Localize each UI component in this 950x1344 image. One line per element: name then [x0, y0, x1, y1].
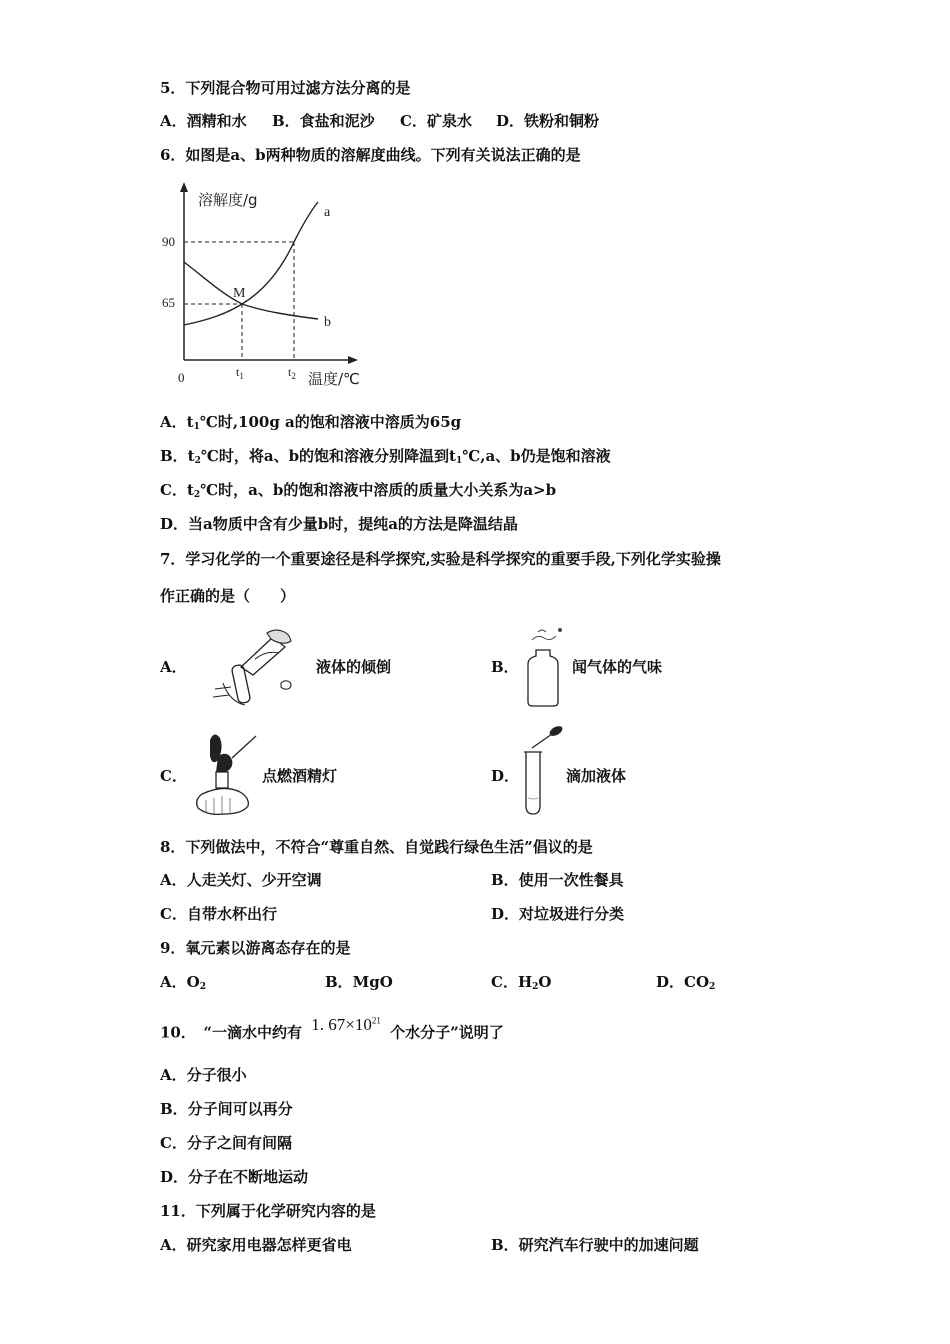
y-tick-65: 65 [162, 295, 175, 310]
q11-stem: 11．下列属于化学研究内容的是 [160, 1202, 376, 1220]
q9-option-a-pre: A．O [160, 973, 200, 991]
curve-b [184, 262, 318, 319]
x-axis-label: 温度/℃ [308, 370, 360, 388]
q6-option-b-sub2: 1 [456, 456, 463, 466]
q10-formula [311, 1015, 381, 1034]
q9-option-c-pre: C．H [491, 973, 533, 991]
q6-option-c-pre: C．t [160, 481, 194, 499]
x-tick-t2 [288, 365, 296, 381]
q6-option-b-sub: 2 [194, 456, 201, 466]
x-tick-t1 [236, 365, 244, 381]
q7-option-c-letter: C． [160, 767, 187, 785]
q6-option-c [160, 480, 556, 505]
q9-option-a [160, 972, 206, 997]
q10-option-a: A．分子很小 [160, 1066, 247, 1084]
q7-option-d-letter: D． [491, 767, 520, 785]
q10-option-c: C．分子之间有间隔 [160, 1134, 292, 1152]
y-tick-90: 90 [162, 234, 175, 249]
q9-option-b: B．MgO [325, 973, 393, 991]
q10-stem [160, 1014, 504, 1043]
q6-stem: 6．如图是a、b两种物质的溶解度曲线。下列有关说法正确的是 [160, 146, 581, 164]
q7-option-b-letter: B． [491, 658, 519, 676]
q6-option-a-pre: A．t [160, 413, 194, 431]
q7-option-d-label: 滴加液体 [566, 767, 627, 785]
q6-option-a [160, 412, 461, 437]
q10-formula-base: 1. 67×10 [311, 1014, 372, 1034]
y-axis-label: 溶解度/g [198, 191, 258, 209]
q6-option-b-mid: ℃时，将a、b的饱和溶液分别降温到t [200, 447, 456, 465]
dropper-adding-liquid-icon [518, 726, 568, 816]
q5-option-b: B．食盐和泥沙 [272, 112, 375, 130]
q6-option-b [160, 446, 611, 471]
q7-option-b-label: 闻气体的气味 [572, 658, 663, 676]
q10-formula-exponent: 21 [371, 1015, 381, 1025]
q9-option-d-sub: 2 [709, 982, 716, 992]
q8-stem: 8．下列做法中，不符合“尊重自然、自觉践行绿色生活”倡议的是 [160, 838, 593, 856]
q9-option-c-post: O [538, 973, 552, 991]
q7-stem-line2: 作正确的是（ ） [160, 587, 296, 605]
q8-option-d: D．对垃圾进行分类 [491, 905, 625, 923]
q9-option-c-sub: 2 [532, 982, 539, 992]
q6-option-c-sub: 2 [193, 490, 201, 500]
q6-option-b-pre: B．t [160, 447, 195, 465]
q7-stem-line1: 7．学习化学的一个重要途径是科学探究,实验是科学探究的重要手段,下列化学实验操 [160, 550, 721, 568]
q6-option-c-post: ℃时，a、b的饱和溶液中溶质的质量大小关系为a>b [200, 481, 557, 499]
q7-option-c-label: 点燃酒精灯 [262, 767, 338, 785]
q9-option-a-sub: 2 [199, 982, 206, 992]
q5-option-d: D．铁粉和铜粉 [496, 112, 600, 130]
q6-option-a-sub: 1 [193, 422, 200, 432]
q9-stem: 9．氧元素以游离态存在的是 [160, 939, 351, 957]
x-tick-t1-main: t [236, 365, 240, 379]
curve-a-label: a [324, 205, 331, 220]
q11-option-b: B．研究汽车行驶中的加速问题 [491, 1236, 699, 1254]
q10-stem-pre: 10． “一滴水中约有 [160, 1023, 303, 1042]
x-tick-t1-sub: 1 [239, 371, 244, 381]
x-tick-t2-sub: 2 [291, 371, 296, 381]
q11-option-a: A．研究家用电器怎样更省电 [160, 1236, 352, 1254]
gas-jar-smelling-icon [518, 624, 568, 708]
origin-label: 0 [178, 370, 185, 385]
q6-option-b-post: ℃,a、b仍是饱和溶液 [462, 447, 611, 465]
q10-option-d: D．分子在不断地运动 [160, 1168, 309, 1186]
q5-option-c: C．矿泉水 [400, 112, 472, 130]
q9-option-d-pre: D．CO [656, 973, 710, 991]
q8-option-b: B．使用一次性餐具 [491, 871, 624, 889]
q6-option-a-post: ℃时,100g a的饱和溶液中溶质为65g [199, 413, 462, 431]
q8-option-a: A．人走关灯、少开空调 [160, 871, 322, 889]
solubility-chart [150, 180, 380, 390]
q10-stem-post: 个水分子”说明了 [390, 1023, 504, 1042]
x-axis-arrow [348, 356, 358, 364]
q7-option-a-letter: A． [160, 658, 187, 676]
x-tick-t2-main: t [288, 365, 292, 379]
q5-option-a: A．酒精和水 [160, 112, 247, 130]
q6-option-d: D．当a物质中含有少量b时，提纯a的方法是降温结晶 [160, 515, 518, 533]
q7-option-a-label: 液体的倾倒 [316, 658, 392, 676]
q8-option-c: C．自带水杯出行 [160, 905, 277, 923]
point-m-label: M [233, 286, 246, 301]
q9-option-d [656, 972, 715, 997]
q10-option-b: B．分子间可以再分 [160, 1100, 293, 1118]
liquid-pouring-icon [205, 625, 305, 707]
q5-stem: 5．下列混合物可用过滤方法分离的是 [160, 79, 411, 97]
alcohol-lamp-lighting-icon [188, 730, 260, 816]
y-axis-arrow [180, 182, 188, 192]
q9-option-c [491, 972, 551, 997]
curve-b-label: b [324, 315, 331, 330]
